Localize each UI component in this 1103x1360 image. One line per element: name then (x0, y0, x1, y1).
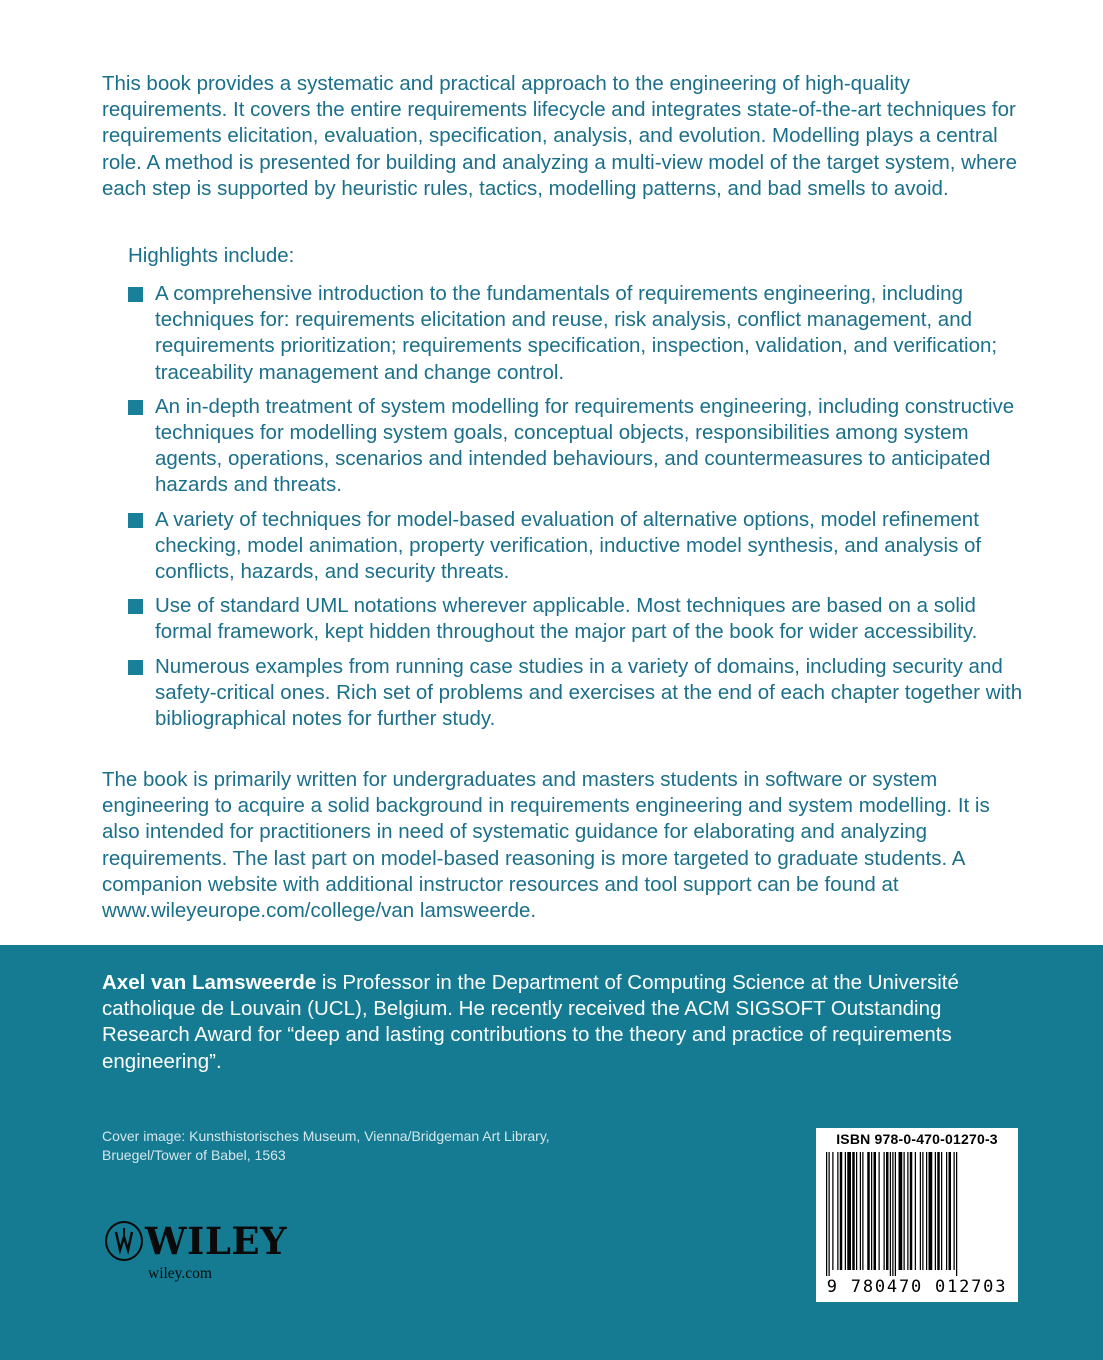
barcode-bar (920, 1152, 921, 1270)
highlights-list (128, 281, 1033, 740)
barcode-bar (910, 1152, 913, 1270)
barcode-bar (840, 1152, 843, 1270)
barcode-bar (862, 1152, 863, 1270)
barcode-bar (886, 1152, 889, 1270)
square-bullet-icon (128, 287, 143, 302)
highlight-item: A comprehensive introduction to the fundamentals of requirements engineering, including techniques for: requirements elicitation and reuse, risk analysis, conflict management, and requirements prioritization; requirements specification, inspection, validation, and verification; traceability management and change control. (128, 281, 1033, 386)
wiley-logo (103, 1215, 287, 1305)
barcode-bar (904, 1152, 905, 1270)
barcode-bar (847, 1152, 851, 1270)
highlight-item: Numerous examples from running case studies in a variety of domains, including security and safety-critical ones. Rich set of problems and exercises at the end of each chapter together with bibliographical notes for further study. (128, 654, 1033, 733)
square-bullet-icon (128, 599, 143, 614)
isbn-text: ISBN 978-0-470-01270-3 (836, 1131, 998, 1147)
barcode-bar (946, 1152, 947, 1270)
wiley-seal-icon (105, 1221, 143, 1261)
barcode-bar (832, 1152, 833, 1270)
barcode-bar (929, 1152, 933, 1270)
square-bullet-icon (128, 660, 143, 675)
isbn-barcode (816, 1128, 1018, 1302)
cover-credit: Cover image: Kunsthistorisches Museum, Vienna/Bridgeman Art Library, Bruegel/Tower of Babel, 1563 (102, 1128, 550, 1163)
barcode-bar (895, 1152, 896, 1276)
barcode-bar (941, 1152, 942, 1270)
barcode-bar (845, 1152, 846, 1270)
barcode-bar (879, 1152, 880, 1270)
barcode-bar (892, 1152, 893, 1276)
author-name: Axel van Lamsweerde (102, 971, 317, 994)
barcode-bar (856, 1152, 857, 1270)
publisher-url: wiley.com (148, 1265, 212, 1282)
highlight-item: Use of standard UML notations wherever applicable. Most techniques are based on a solid formal framework, kept hidden throughout the major part of the book for wider accessibility. (128, 593, 1033, 645)
highlight-item: An in-depth treatment of system modelling for requirements engineering, including constructive techniques for modelling system goals, conceptual objects, responsibilities among system agents, operations, scenarios and intended behaviours, and countermeasures to anticipated hazards and threats. (128, 394, 1033, 499)
square-bullet-icon (128, 400, 143, 415)
barcode-bar (829, 1152, 830, 1276)
author-bio (102, 970, 1022, 1075)
barcode-bar (852, 1152, 855, 1270)
barcode-bar (837, 1152, 838, 1270)
square-bullet-icon (128, 513, 143, 528)
highlights-label: Highlights include: (128, 244, 295, 267)
barcode-bars-icon (824, 1152, 1010, 1276)
seal-monogram-icon (107, 1223, 141, 1259)
ean-digits: 9 780470 012703 (826, 1277, 1008, 1297)
author-panel (0, 945, 1103, 1360)
barcode-bar (954, 1152, 955, 1270)
barcode-bar (867, 1152, 870, 1270)
barcode-bar (884, 1152, 885, 1270)
barcode-bar (890, 1152, 891, 1276)
barcode-bar (871, 1152, 872, 1270)
intro-paragraph: This book provides a systematic and practical approach to the engineering of high-quality requirements. It covers the entire requirements lifecycle and integrates state-of-the-art techniques for requirements elicitation, evaluation, specification, analysis, and evolution. Modelling plays a central role. A method is presented for building and analyzing a multi-view model of the target system, where each step is supported by heuristic rules, tactics, modelling patterns, and bad smells to avoid. (102, 72, 1018, 200)
publisher-name: WILEY (145, 1219, 287, 1263)
author-bio-text: is Professor in the Department of Computing Science at the Université catholique de Louvain (UCL), Belgium. He recently received the ACM SIGSOFT Outstanding Research Award for “deep and lasting contributions to the theory and practice of requirements engineering”. (102, 971, 959, 1073)
barcode-bar (956, 1152, 957, 1276)
barcode-bar (949, 1152, 952, 1270)
highlight-item: A variety of techniques for model-based evaluation of alternative options, model refinement checking, model animation, property verification, inductive model synthesis, and analysis of conflicts, hazards, and security threats. (128, 507, 1033, 586)
barcode-bar (937, 1152, 940, 1270)
barcode-bar (899, 1152, 903, 1270)
barcode-bar (874, 1152, 877, 1270)
barcode-bar (907, 1152, 908, 1270)
barcode-bar (860, 1152, 861, 1270)
audience-paragraph: The book is primarily written for undergraduates and masters students in software or system engineering to acquire a solid background in requirements engineering and system modelling. It is also intended for practitioners in need of systematic guidance for elaborating and analyzing requirements. The last part on model-based reasoning is more targeted to graduate students. A companion website with additional instructor resources and tool support can be found at www.wileyeurope.com/college/van lamsweerde. (102, 768, 990, 923)
barcode-bar (922, 1152, 923, 1270)
barcode-bar (926, 1152, 927, 1270)
barcode-bar (935, 1152, 936, 1270)
barcode-bar (826, 1152, 827, 1276)
barcode-bar (915, 1152, 916, 1270)
